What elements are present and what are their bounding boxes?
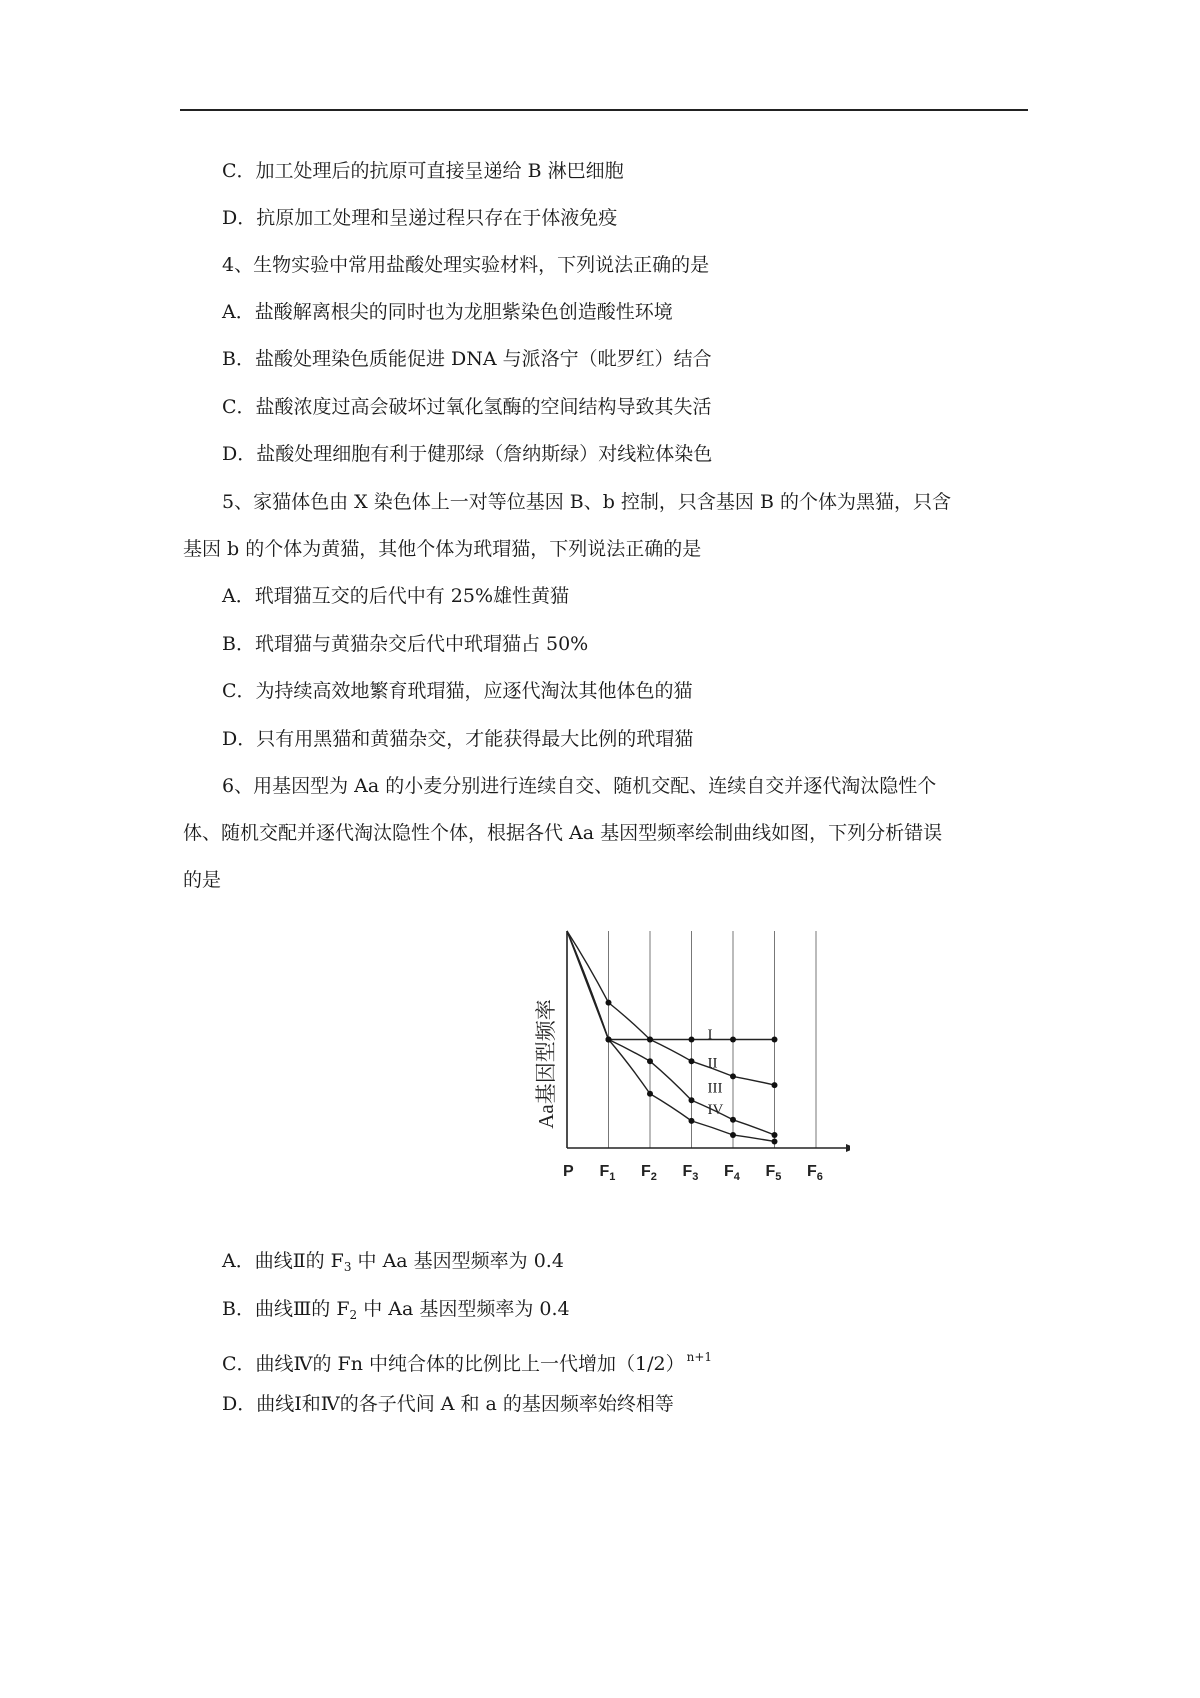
question-5-line-1: 5、家猫体色由 X 染色体上一对等位基因 B、b 控制，只含基因 B 的个体为黑猫，只含 (222, 491, 951, 513)
chart-tick-labels (563, 1163, 823, 1180)
q5-option-a: A．玳瑁猫互交的后代中有 25%雄性黄猫 (222, 585, 569, 607)
q5-option-d: D．只有用黑猫和黄猫杂交，才能获得最大比例的玳瑁猫 (222, 728, 694, 750)
point-IV-1 (606, 1037, 612, 1043)
q4-option-d: D．盐酸处理细胞有利于健那绿（詹纳斯绿）对线粒体染色 (222, 443, 713, 465)
q4-option-a: A．盐酸解离根尖的同时也为龙胆紫染色创造酸性环境 (222, 301, 673, 323)
q3-option-c: C．加工处理后的抗原可直接呈递给 B 淋巴细胞 (222, 160, 624, 182)
x-tick-label-3: $F_3$ (682, 1163, 699, 1180)
curve-II (567, 931, 775, 1085)
chart-curves (567, 931, 775, 1141)
series-label-II: II (707, 1055, 718, 1072)
curve-IV (567, 931, 775, 1141)
x-tick-label-5: $F_5$ (765, 1163, 782, 1180)
q5-option-b: B．玳瑁猫与黄猫杂交后代中玳瑁猫占 50% (222, 633, 589, 655)
q4-option-b: B．盐酸处理染色质能促进 DNA 与派洛宁（吡罗红）结合 (222, 348, 712, 370)
series-label-I: I (707, 1027, 713, 1044)
question-6-line-3: 的是 (183, 869, 222, 891)
aa-frequency-chart (520, 918, 850, 1180)
point-II-1 (606, 1000, 612, 1006)
q4-option-c: C．盐酸浓度过高会破坏过氧化氢酶的空间结构导致其失活 (222, 396, 712, 418)
chart-series-labels (708, 1027, 724, 1118)
q6-option-d: D．曲线Ⅰ和Ⅳ的各子代间 A 和 a 的基因频率始终相等 (222, 1393, 674, 1415)
point-I-4 (730, 1037, 736, 1043)
question-6-line-1: 6、用基因型为 Aa 的小麦分别进行连续自交、随机交配、连续自交并逐代淘汰隐性个 (222, 775, 937, 797)
curve-III (567, 931, 775, 1135)
point-IV-2 (647, 1091, 653, 1097)
point-III-5 (772, 1132, 778, 1138)
question-6-line-2: 体、随机交配并逐代淘汰隐性个体，根据各代 Aa 基因型频率绘制曲线如图，下列分析错误 (183, 822, 943, 844)
point-II-4 (730, 1073, 736, 1079)
chart-y-axis-label: Aa基因型频率 (534, 999, 558, 1129)
point-III-3 (689, 1097, 695, 1103)
header-rule (180, 109, 1028, 111)
x-tick-label-6: $F_6$ (807, 1163, 823, 1180)
q6-option-b: B．曲线Ⅲ的 $F_2$ 中 Aa 基因型频率为 0.4 (222, 1298, 570, 1322)
series-label-III: III (707, 1080, 723, 1097)
point-IV-5 (772, 1138, 778, 1144)
q3-option-d: D．抗原加工处理和呈递过程只存在于体液免疫 (222, 207, 618, 229)
question-4: 4、生物实验中常用盐酸处理实验材料，下列说法正确的是 (222, 254, 710, 276)
q5-option-c: C．为持续高效地繁育玳瑁猫，应逐代淘汰其他体色的猫 (222, 680, 693, 702)
x-tick-label-1: $F_1$ (599, 1163, 616, 1180)
x-tick-label-2: $F_2$ (641, 1163, 657, 1180)
curve-I (567, 931, 775, 1040)
point-II-5 (772, 1082, 778, 1088)
question-5-line-2: 基因 b 的个体为黄猫，其他个体为玳瑁猫，下列说法正确的是 (183, 538, 702, 560)
series-label-IV: IV (707, 1102, 724, 1119)
q6-option-a: A．曲线Ⅱ的 $F_3$ 中 Aa 基因型频率为 0.4 (222, 1250, 564, 1274)
point-II-3 (689, 1058, 695, 1064)
point-II-2 (647, 1037, 653, 1043)
q6-option-c: C．曲线Ⅳ的 Fn 中纯合体的比例比上一代增加（1/2） $^{n+1}$ (222, 1350, 713, 1375)
x-axis-arrow (846, 1144, 850, 1152)
x-tick-label-4: $F_4$ (724, 1163, 740, 1180)
point-IV-4 (730, 1132, 736, 1138)
point-I-3 (689, 1037, 695, 1043)
point-IV-3 (689, 1118, 695, 1124)
x-tick-label-0: P (563, 1163, 574, 1180)
point-I-5 (772, 1037, 778, 1043)
point-III-2 (647, 1058, 653, 1064)
point-III-4 (730, 1117, 736, 1123)
